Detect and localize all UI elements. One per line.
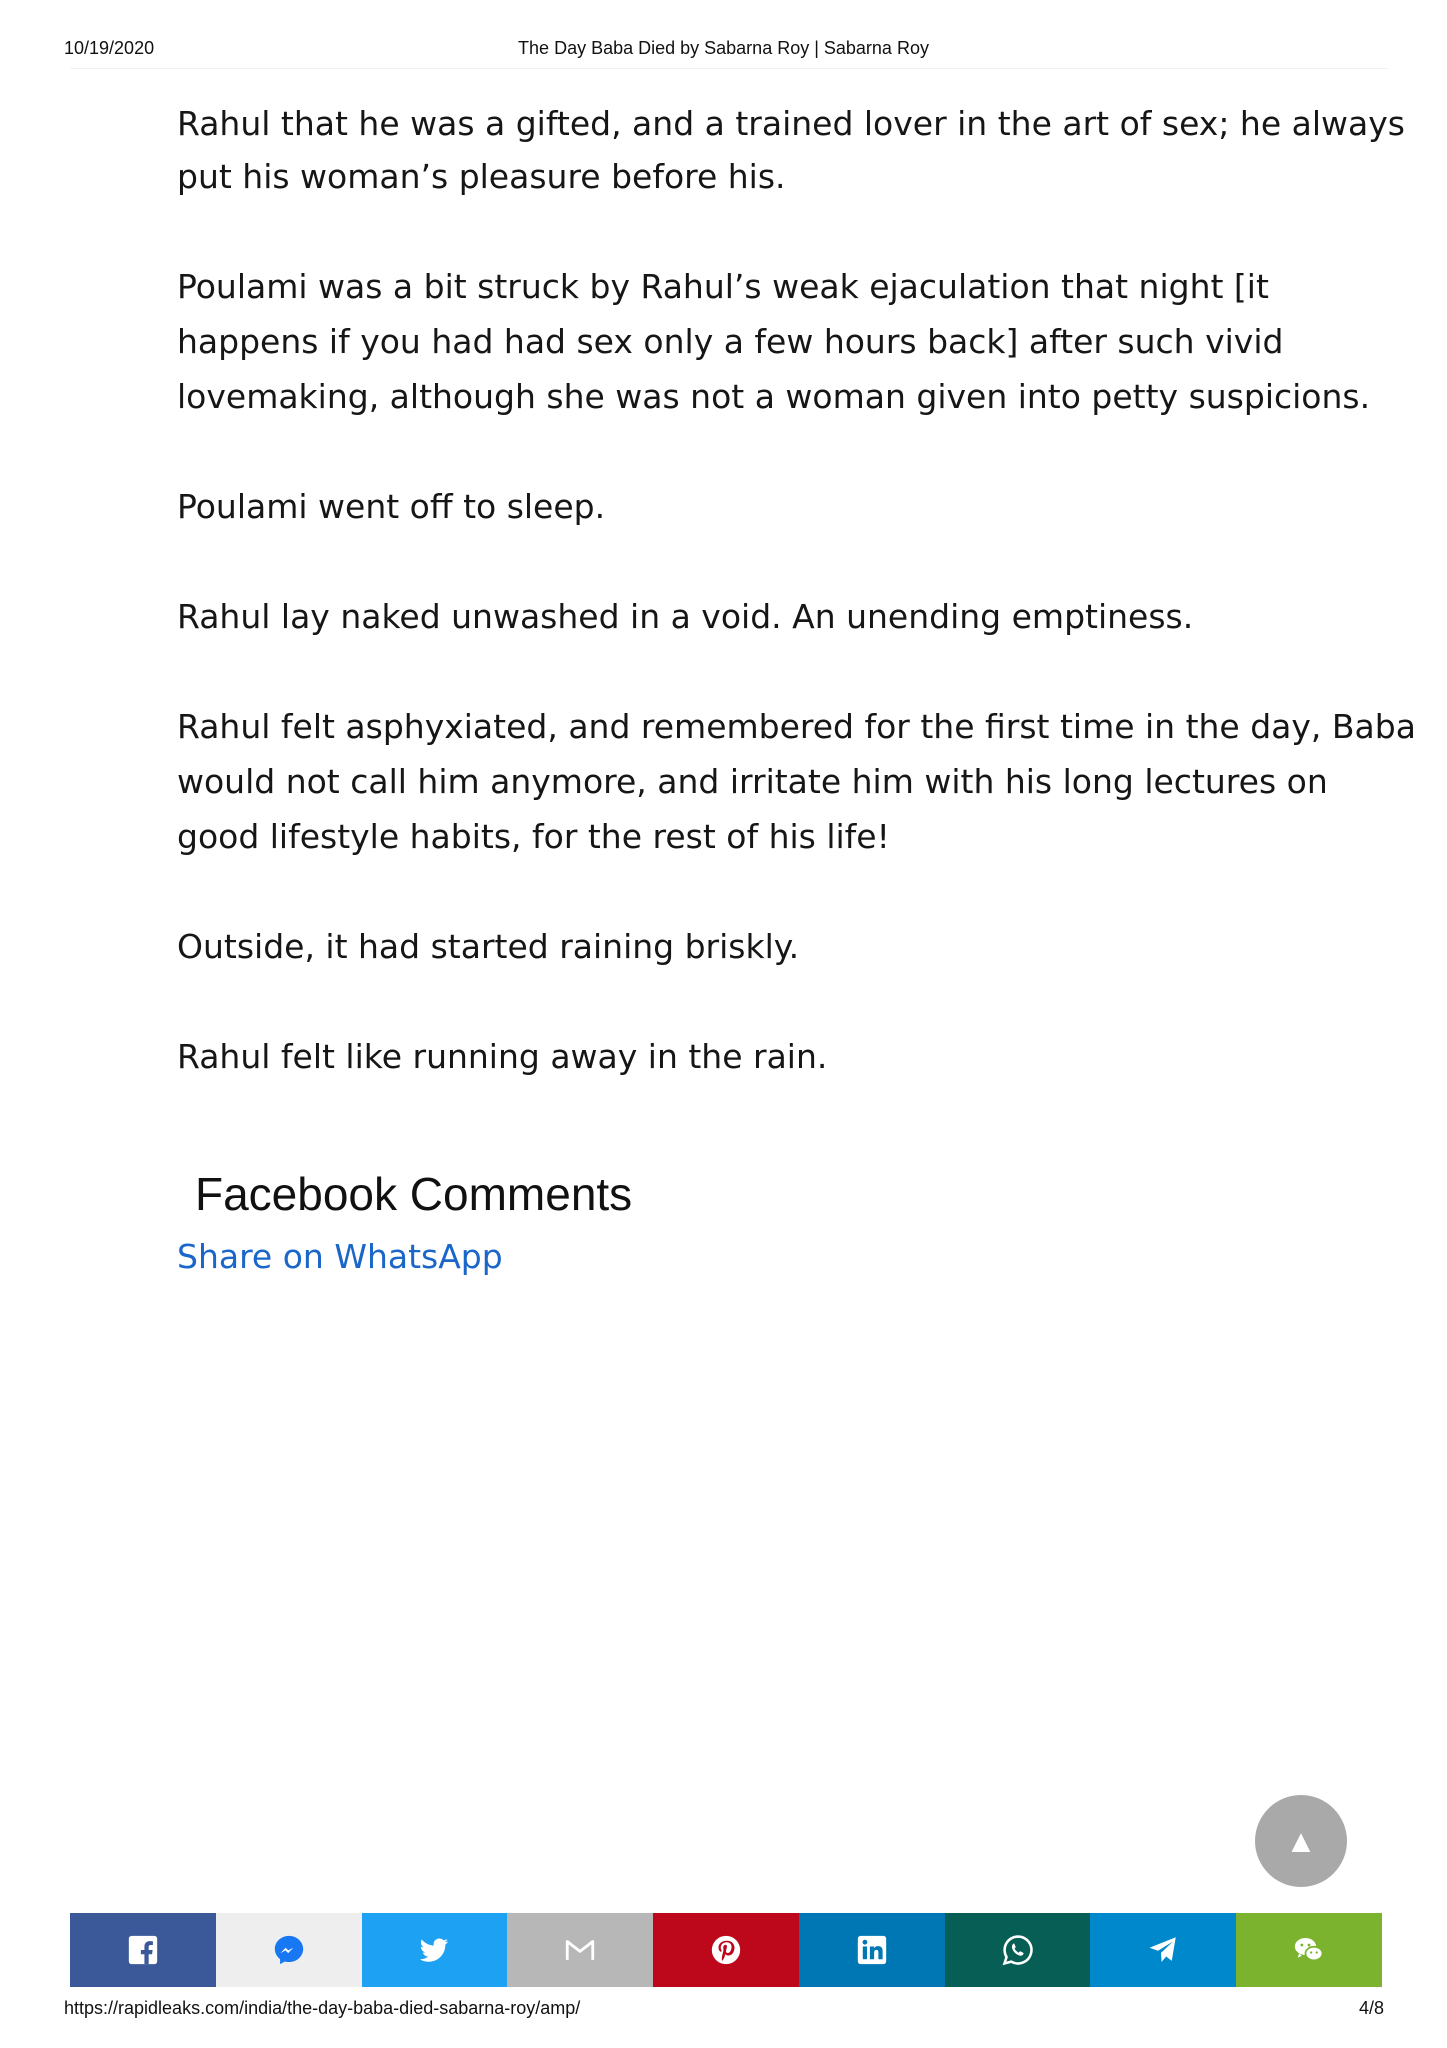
article-paragraph: Poulami went off to sleep. (177, 487, 606, 526)
twitter-icon (417, 1933, 451, 1967)
gmail-icon (563, 1933, 597, 1967)
facebook-icon (126, 1933, 160, 1967)
print-page-number: 4/8 (1358, 1998, 1384, 2018)
share-telegram-button[interactable] (1090, 1913, 1236, 1987)
share-linkedin-button[interactable] (799, 1913, 945, 1987)
share-on-whatsapp-link[interactable]: Share on WhatsApp (177, 1237, 503, 1276)
share-email-button[interactable] (507, 1913, 653, 1987)
share-whatsapp-button[interactable] (945, 1913, 1091, 1987)
print-header (0, 0, 1447, 60)
pinterest-icon (709, 1933, 743, 1967)
facebook-comments-heading: Facebook Comments (195, 1168, 633, 1220)
social-share-bar (70, 1913, 1382, 1987)
article-paragraph: Outside, it had started raining briskly. (177, 927, 800, 966)
telegram-icon (1146, 1933, 1180, 1967)
article-body (177, 149, 1417, 1139)
article-paragraph: Poulami was a bit struck by Rahul’s weak ejaculation that night [it happens if you had had sex only a few hours back] after such vivid lovemaking, although she was not a woman given into petty suspicions. (177, 267, 1371, 416)
print-page-title: The Day Baba Died by Sabarna Roy | Sabarna Roy (518, 38, 929, 58)
article-paragraph: Rahul lay naked unwashed in a void. An unending emptiness. (177, 597, 1194, 636)
share-twitter-button[interactable] (362, 1913, 508, 1987)
cut-off-line (177, 104, 1417, 150)
article-paragraph: Rahul felt like running away in the rain. (177, 1037, 828, 1076)
whatsapp-icon (1001, 1933, 1035, 1967)
arrow-up-icon: ▲ (1285, 1822, 1317, 1859)
scroll-to-top-button[interactable] (1255, 1795, 1347, 1887)
linkedin-icon (855, 1933, 889, 1967)
article-paragraph: put his woman’s pleasure before his. (177, 157, 786, 196)
print-footer (0, 1990, 1447, 2030)
page-content (70, 68, 1416, 1999)
print-url: https://rapidleaks.com/india/the-day-baba-died-sabarna-roy/amp/ (64, 1998, 581, 2018)
messenger-icon (272, 1933, 306, 1967)
share-messenger-button[interactable] (216, 1913, 362, 1987)
article-paragraph: Rahul felt asphyxiated, and remembered for the first time in the day, Baba would not call him anymore, and irritate him with his long lectures on good lifestyle habits, for the rest of his life! (177, 707, 1416, 856)
share-pinterest-button[interactable] (653, 1913, 799, 1987)
print-date: 10/19/2020 (64, 38, 155, 58)
share-wechat-button[interactable] (1236, 1913, 1382, 1987)
share-facebook-button[interactable] (70, 1913, 216, 1987)
wechat-icon (1292, 1933, 1326, 1967)
cut-off-text: Rahul that he was a gifted, and a trained lover in the art of sex; he always (177, 104, 1405, 143)
